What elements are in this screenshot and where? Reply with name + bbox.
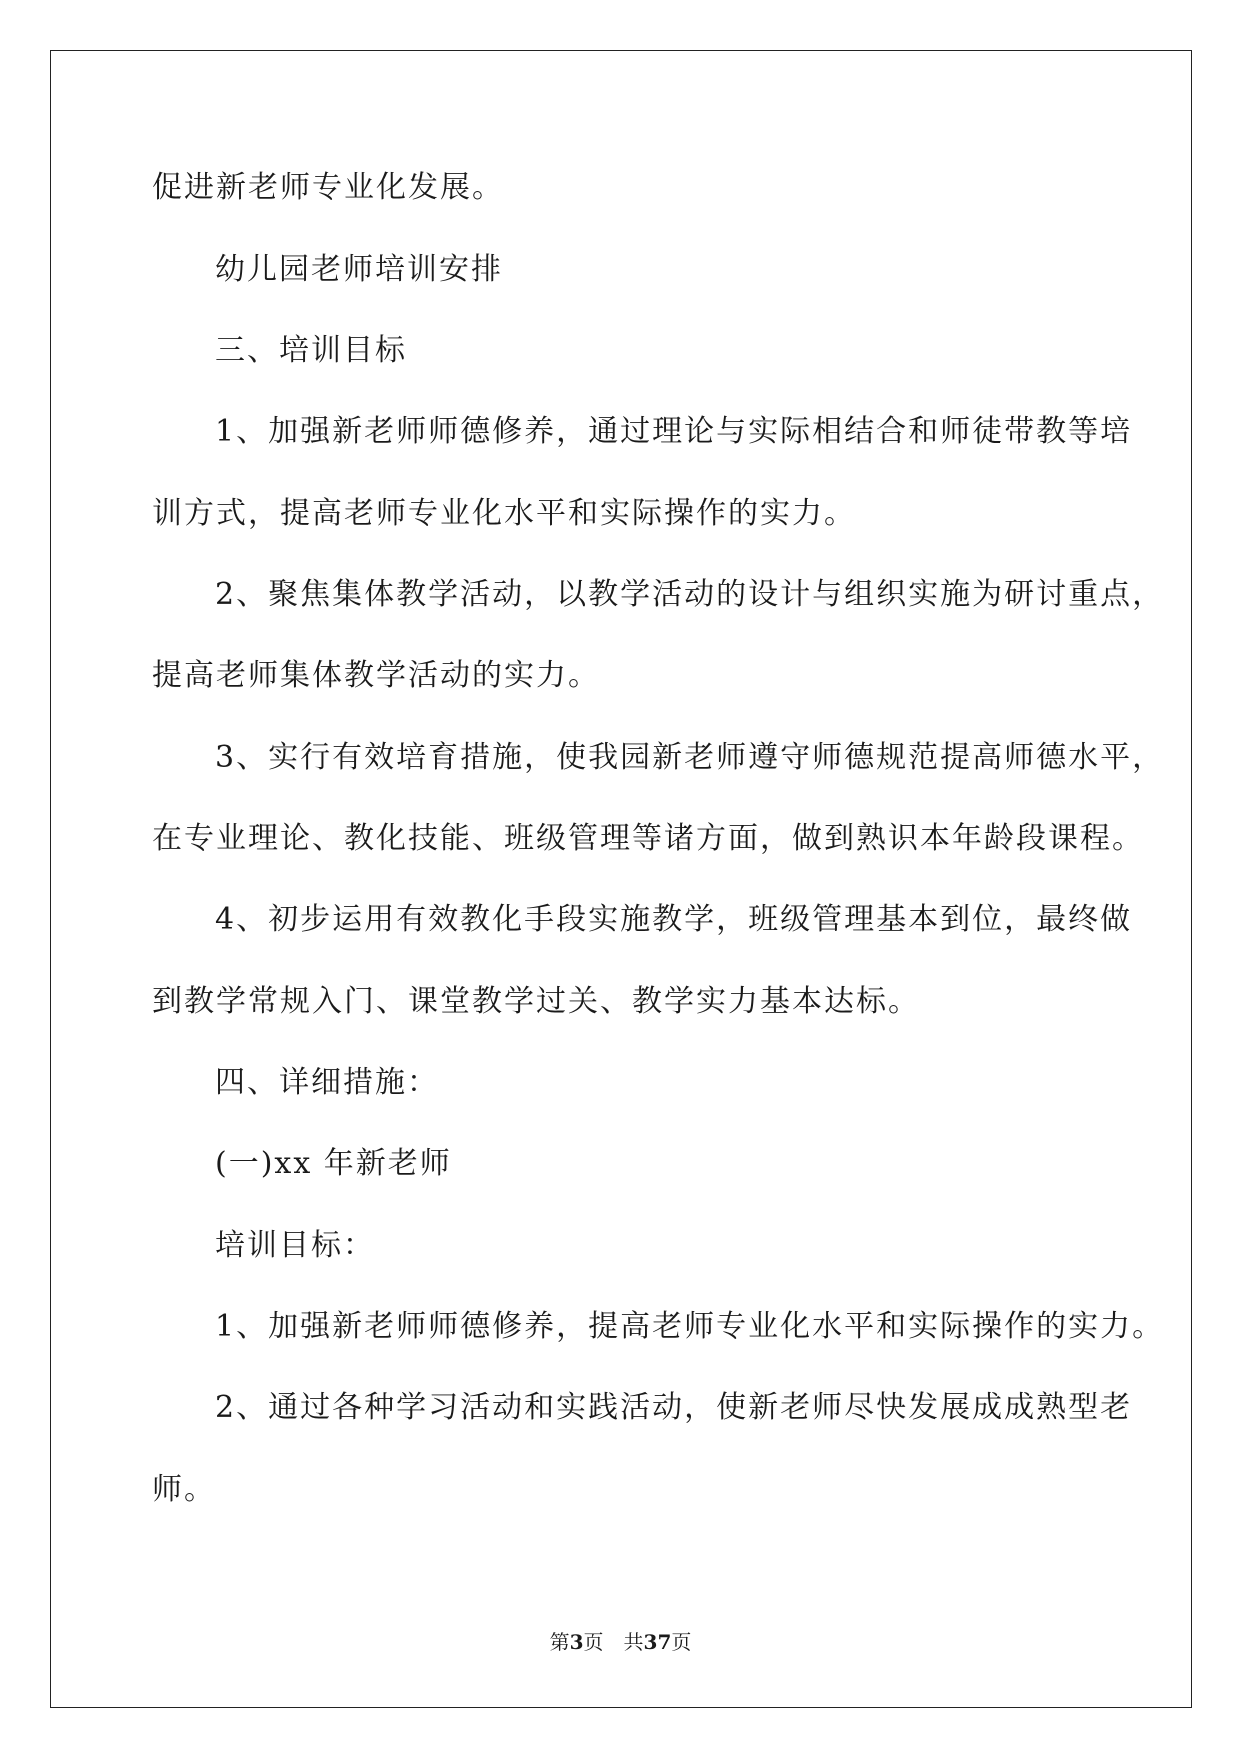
text-line-17: 师。 — [152, 1472, 216, 1507]
section-heading-four: 四、详细措施： — [215, 1065, 439, 1100]
page-current-number: 3 — [569, 1630, 584, 1654]
training-goals-label: 培训目标： — [215, 1228, 375, 1263]
total-suffix: 页 — [671, 1630, 692, 1654]
page-prefix: 第 — [549, 1630, 570, 1654]
text-line-4: 1、加强新老师师德修养，通过理论与实际相结合和师徒带教等培 — [215, 414, 1133, 449]
text-line-15: 1、加强新老师师德修养，提高老师专业化水平和实际操作的实力。 — [215, 1309, 1165, 1344]
text-line-11: 到教学常规入门、课堂教学过关、教学实力基本达标。 — [152, 984, 920, 1019]
text-line-10: 4、初步运用有效教化手段实施教学，班级管理基本到位，最终做 — [215, 902, 1133, 937]
text-line-5: 训方式，提高老师专业化水平和实际操作的实力。 — [152, 496, 856, 531]
text-line-9: 在专业理论、教化技能、班级管理等诸方面，做到熟识本年龄段课程。 — [152, 821, 1144, 856]
text-line-8: 3、实行有效培育措施，使我园新老师遵守师德规范提高师德水平， — [215, 740, 1165, 775]
page-border — [50, 50, 1192, 1708]
text-line-16: 2、通过各种学习活动和实践活动，使新老师尽快发展成成熟型老 — [215, 1390, 1133, 1425]
page-total-number: 37 — [643, 1630, 672, 1654]
text-line-1: 促进新老师专业化发展。 — [152, 170, 504, 205]
text-line-7: 提高老师集体教学活动的实力。 — [152, 658, 600, 693]
page-suffix: 页 — [583, 1630, 604, 1654]
section-heading-three: 三、培训目标 — [215, 333, 407, 368]
total-prefix: 共 — [623, 1630, 644, 1654]
page-footer — [0, 1628, 1241, 1656]
subsection-heading: (一)xx 年新老师 — [215, 1146, 452, 1181]
section-heading-training-plan: 幼儿园老师培训安排 — [215, 252, 503, 287]
text-line-6: 2、聚焦集体教学活动，以教学活动的设计与组织实施为研讨重点， — [215, 577, 1165, 612]
